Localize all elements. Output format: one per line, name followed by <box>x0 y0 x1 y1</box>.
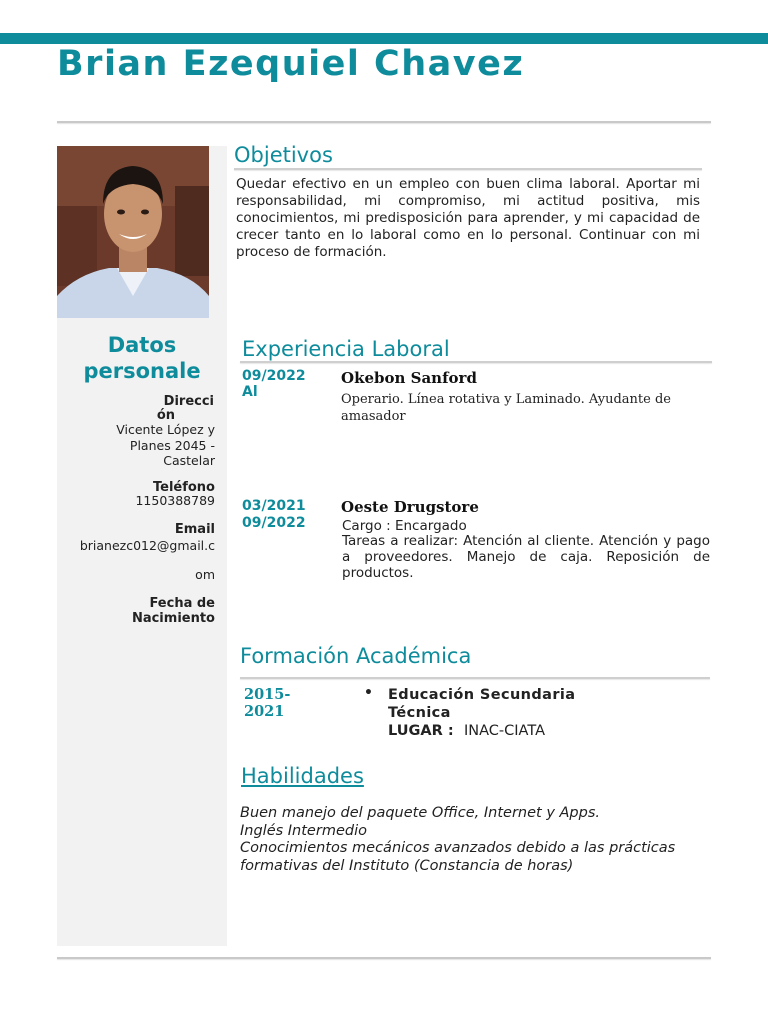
objectives-text: Quedar efectivo en un empleo con buen clima laboral. Aportar mi responsabilidad, mi compromiso, mi actitud positiva, mis conocimientos, mi predisposición para aprender, y mi capacidad de crecer tanto en lo laboral como en lo personal. Continuar con mi proceso de formación. <box>236 176 700 260</box>
education-date-end: 2021 <box>244 703 285 720</box>
page-title: Brian Ezequiel Chavez <box>57 44 525 84</box>
birth-label-cont: Nacimiento <box>131 611 215 626</box>
email-value: brianezc012@gmail.c <box>79 538 215 553</box>
birth-label: Fecha de <box>149 596 215 611</box>
job-2-date-end: 09/2022 <box>242 515 306 531</box>
objectives-divider <box>234 168 702 170</box>
address-label-cont: ón <box>156 408 175 423</box>
education-date-box <box>244 686 314 720</box>
experience-title: Experiencia Laboral <box>242 337 450 361</box>
phone-label: Teléfono <box>152 480 215 495</box>
education-date: 2015- <box>244 686 291 703</box>
header-bar <box>0 33 768 44</box>
objectives-title: Objetivos <box>234 143 333 167</box>
job-1-date-end: Al <box>242 384 258 400</box>
phone-value: 1150388789 <box>135 493 215 508</box>
education-divider <box>240 677 710 679</box>
job-2-description: Tareas a realizar: Atención al cliente. Atención y pago a proveedores. Manejo de caja. Reposición de productos. <box>342 533 710 581</box>
address-line-2: Planes 2045 - <box>129 438 215 453</box>
address-line-3: Castelar <box>163 453 215 468</box>
profile-photo <box>57 146 209 318</box>
job-2-company: Oeste Drugstore <box>341 498 479 516</box>
experience-divider <box>240 361 712 363</box>
job-1-date-start: 09/2022 <box>242 368 306 384</box>
footer-divider <box>57 957 711 959</box>
personal-data-title: Datos personale <box>83 333 201 383</box>
education-degree: Educación Secundaria <box>388 687 576 703</box>
header-divider <box>57 121 711 123</box>
skill-item: Inglés Intermedio <box>240 822 367 839</box>
education-place-label: LUGAR : <box>388 723 454 739</box>
education-degree-cont: Técnica <box>388 705 451 721</box>
skill-item: Conocimientos mecánicos avanzados debido a las prácticas formativas del Instituto (Constancia de horas) <box>240 840 676 874</box>
job-2-date-start: 03/2021 <box>242 498 306 514</box>
skills-title: Habilidades <box>241 764 364 788</box>
email-value-cont: om <box>195 567 215 582</box>
skill-item: Buen manejo del paquete Office, Internet y Apps. <box>240 805 601 821</box>
skills-list <box>240 805 720 875</box>
education-place: INAC-CIATA <box>464 723 545 739</box>
job-2-cargo: Cargo : Encargado <box>342 518 467 534</box>
job-1-company: Okebon Sanford <box>341 369 477 387</box>
education-title: Formación Académica <box>240 644 472 668</box>
email-label: Email <box>174 522 215 537</box>
address-label: Direcci <box>163 394 214 409</box>
job-1-description: Operario. Línea rotativa y Laminado. Ayudante de amasador <box>341 392 671 424</box>
address-line-1: Vicente López y <box>116 422 215 437</box>
education-bullet: • <box>364 685 373 701</box>
